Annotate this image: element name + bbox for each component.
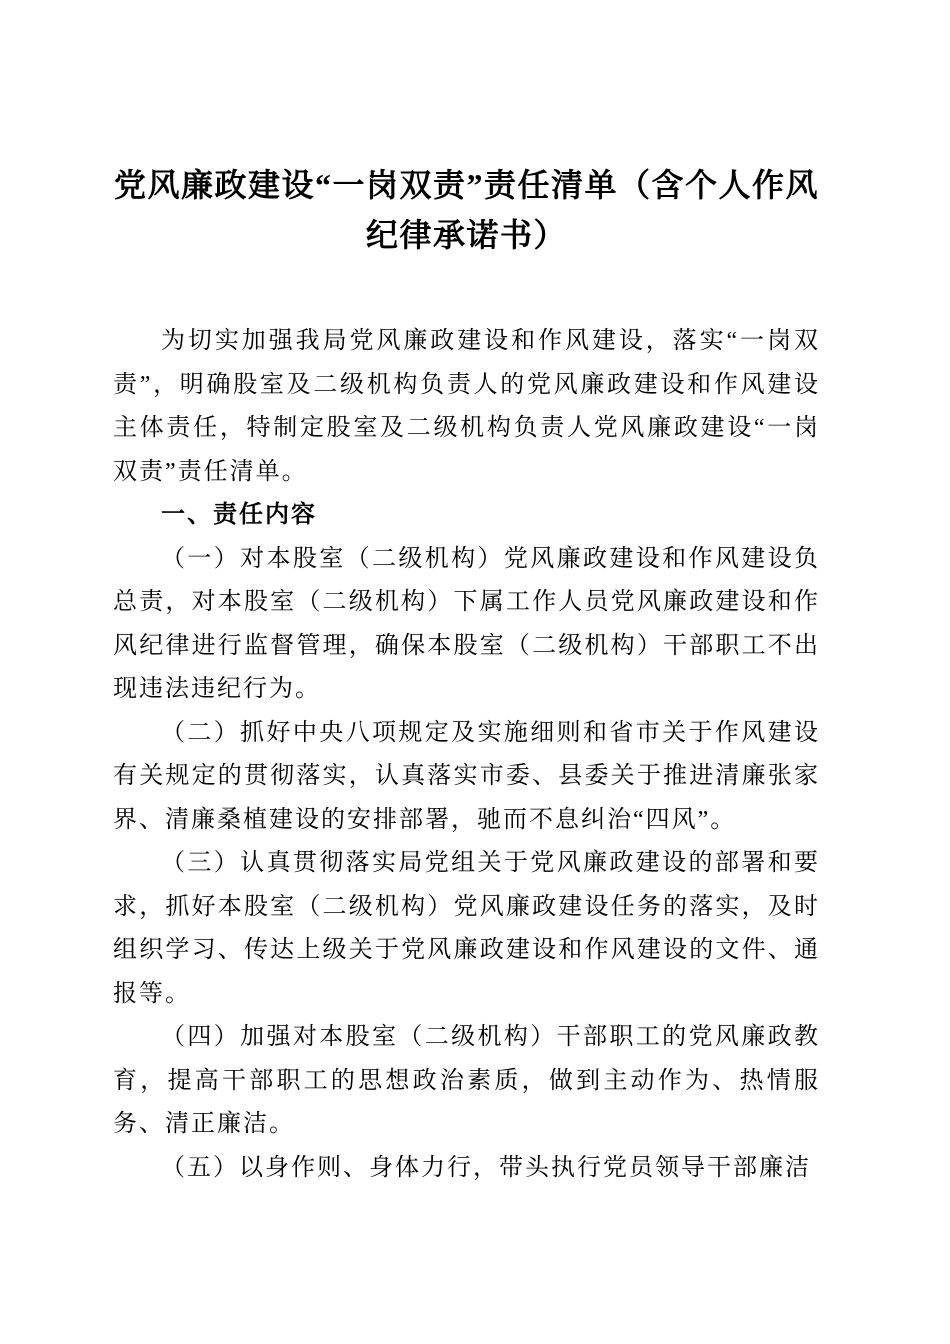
paragraph-item-3: （三）认真贯彻落实局党组关于党风廉政建设的部署和要求，抓好本股室（二级机构）党风廉政建设任务的落实，及时组织学习、传达上级关于党风廉政建设和作风建设的文件、通报等。	[113, 850, 820, 1007]
document-title: 党风廉政建设“一岗双责”责任清单（含个人作风纪律承诺书）	[113, 167, 819, 253]
paragraph-item-4: （四）加强对本股室（二级机构）干部职工的党风廉政教育，提高干部职工的思想政治素质，做到主动作为、热情服务、清正廉洁。	[113, 1024, 820, 1137]
paragraph-item-1: （一）对本股室（二级机构）党风廉政建设和作风建设负总责，对本股室（二级机构）下属工作人员党风廉政建设和作风纪律进行监督管理，确保本股室（二级机构）干部职工不出现违法违纪行为。	[113, 545, 820, 702]
paragraph-item-2: （二）抓好中央八项规定及实施细则和省市关于作风建设有关规定的贯彻落实，认真落实市委、县委关于推进清廉张家界、清廉桑植建设的安排部署，驰而不息纠治“四风”。	[113, 719, 820, 833]
paragraph-item-5: （五）以身作则、身体力行，带头执行党员领导干部廉洁	[161, 1154, 811, 1181]
paragraph-intro: 为切实加强我局党风廉政建设和作风建设，落实“一岗双责”，明确股室及二级机构负责人的党风廉政建设和作风建设主体责任，特制定股室及二级机构负责人党风廉政建设“一岗双责”责任清单。	[113, 328, 820, 485]
section-heading-responsibility-content: 一、责任内容	[161, 502, 317, 528]
